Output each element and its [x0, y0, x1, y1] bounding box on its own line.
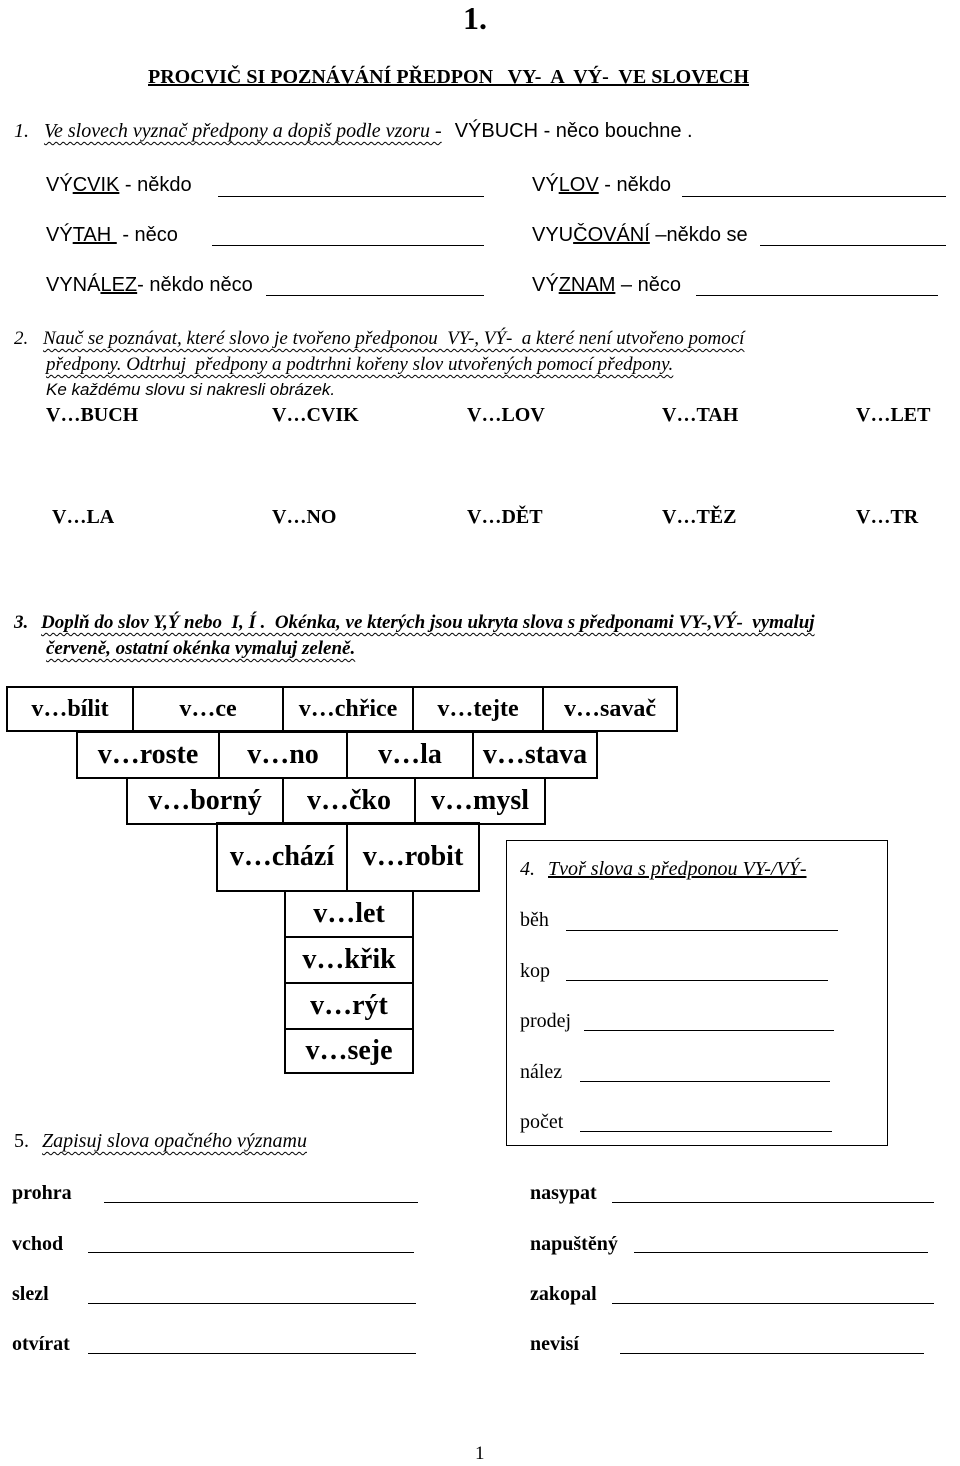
answer-line[interactable]: [566, 930, 838, 931]
word-cell[interactable]: v…la: [346, 731, 474, 779]
answer-line[interactable]: [88, 1252, 414, 1253]
word-blank: V…LA: [52, 506, 115, 528]
answer-line[interactable]: [580, 1081, 830, 1082]
word-cell[interactable]: v…chází: [216, 822, 348, 892]
answer-line[interactable]: [696, 295, 938, 296]
task5-word: vchod: [12, 1233, 64, 1255]
task1-item: VYNÁLEZ- někdo něco: [46, 274, 253, 296]
task3-line1: 3. Doplň do slov Y,Ý nebo I, Í . Okénka, ve kterých jsou ukryta slova s předponami VY-,VÝ- vymaluj: [14, 612, 815, 633]
task5-word: otvírat: [12, 1333, 70, 1355]
task4-word: prodej: [520, 1010, 572, 1032]
word-blank: V…TAH: [662, 404, 739, 426]
answer-line[interactable]: [104, 1202, 418, 1203]
word-cell[interactable]: v…chřice: [282, 686, 414, 732]
task2-line2: předpony. Odtrhuj předpony a podtrhni kořeny slov utvořených pomocí předpony.: [46, 354, 674, 375]
task1-item: VÝCVIK - někdo: [46, 174, 192, 196]
task2-line1: 2. Nauč se poznávat, které slovo je tvořeno předponou VY-, VÝ- a které není utvořeno pomocí: [14, 328, 745, 349]
page-title: PROCVIČ SI POZNÁVÁNÍ PŘEDPON VY- A VÝ- VE SLOVECH: [148, 66, 750, 88]
task5-word: napuštěný: [530, 1233, 618, 1255]
task1-number: 1.: [14, 120, 29, 142]
task1-example: VÝBUCH - něco bouchne .: [454, 120, 693, 142]
answer-line[interactable]: [88, 1353, 416, 1354]
answer-line[interactable]: [266, 295, 484, 296]
task5-word: zakopal: [530, 1283, 597, 1305]
task1-item: VÝLOV - někdo: [532, 174, 671, 196]
word-cell[interactable]: v…seje: [284, 1028, 414, 1074]
answer-line[interactable]: [566, 980, 828, 981]
word-cell[interactable]: v…robit: [346, 822, 480, 892]
word-blank: V…CVIK: [272, 404, 359, 426]
task1-item: VÝTAH - něco: [46, 224, 178, 246]
word-cell[interactable]: v…borný: [126, 777, 284, 825]
task1-instruction: Ve slovech vyznač předpony a dopiš podle vzoru -: [44, 120, 442, 142]
word-blank: V…NO: [272, 506, 337, 528]
task1-header: [14, 120, 693, 143]
word-cell[interactable]: v…savač: [542, 686, 678, 732]
word-cell[interactable]: v…ce: [132, 686, 284, 732]
answer-line[interactable]: [584, 1030, 834, 1031]
word-cell[interactable]: v…křik: [284, 936, 414, 984]
word-cell[interactable]: v…no: [218, 731, 348, 779]
answer-line[interactable]: [634, 1252, 928, 1253]
answer-line[interactable]: [620, 1353, 924, 1354]
word-cell[interactable]: v…stava: [472, 731, 598, 779]
task5-word: nasypat: [530, 1182, 597, 1204]
task4-word: kop: [520, 960, 550, 982]
page-number-bottom: 1: [475, 1443, 485, 1464]
answer-line[interactable]: [682, 196, 946, 197]
task4-box: [506, 840, 888, 1146]
word-cell[interactable]: v…roste: [76, 731, 220, 779]
page-number-top: 1.: [463, 0, 487, 36]
word-cell[interactable]: v…rýt: [284, 982, 414, 1030]
word-cell[interactable]: v…bílit: [6, 686, 134, 732]
task1-item: VYUČOVÁNÍ –někdo se: [532, 224, 748, 246]
answer-line[interactable]: [760, 245, 946, 246]
answer-line[interactable]: [612, 1303, 934, 1304]
task3-line2: červeně, ostatní okénka vymaluj zeleně.: [46, 638, 356, 659]
task5-word: prohra: [12, 1182, 72, 1204]
task2-line3: Ke každému slovu si nakresli obrázek.: [46, 380, 336, 399]
answer-line[interactable]: [212, 245, 484, 246]
task5-word: slezl: [12, 1283, 49, 1305]
task5-word: nevisí: [530, 1333, 579, 1355]
word-blank: V…DĚT: [467, 506, 543, 528]
task4-header: 4. Tvoř slova s předponou VY-/VÝ-: [520, 858, 807, 880]
word-blank: V…TR: [856, 506, 919, 528]
answer-line[interactable]: [612, 1202, 934, 1203]
task1-item: VÝZNAM – něco: [532, 274, 681, 296]
answer-line[interactable]: [218, 196, 484, 197]
word-cell[interactable]: v…mysl: [414, 777, 546, 825]
word-cell[interactable]: v…tejte: [412, 686, 544, 732]
word-blank: V…BUCH: [46, 404, 139, 426]
word-blank: V…LET: [856, 404, 931, 426]
task4-word: počet: [520, 1111, 564, 1133]
word-blank: V…TĚZ: [662, 506, 737, 528]
word-blank: V…LOV: [467, 404, 545, 426]
task4-word: běh: [520, 909, 549, 931]
word-cell[interactable]: v…let: [284, 890, 414, 938]
word-cell[interactable]: v…čko: [282, 777, 416, 825]
task4-word: nález: [520, 1061, 563, 1083]
answer-line[interactable]: [580, 1131, 832, 1132]
task5-header: 5. Zapisuj slova opačného významu: [14, 1130, 307, 1152]
answer-line[interactable]: [88, 1303, 416, 1304]
